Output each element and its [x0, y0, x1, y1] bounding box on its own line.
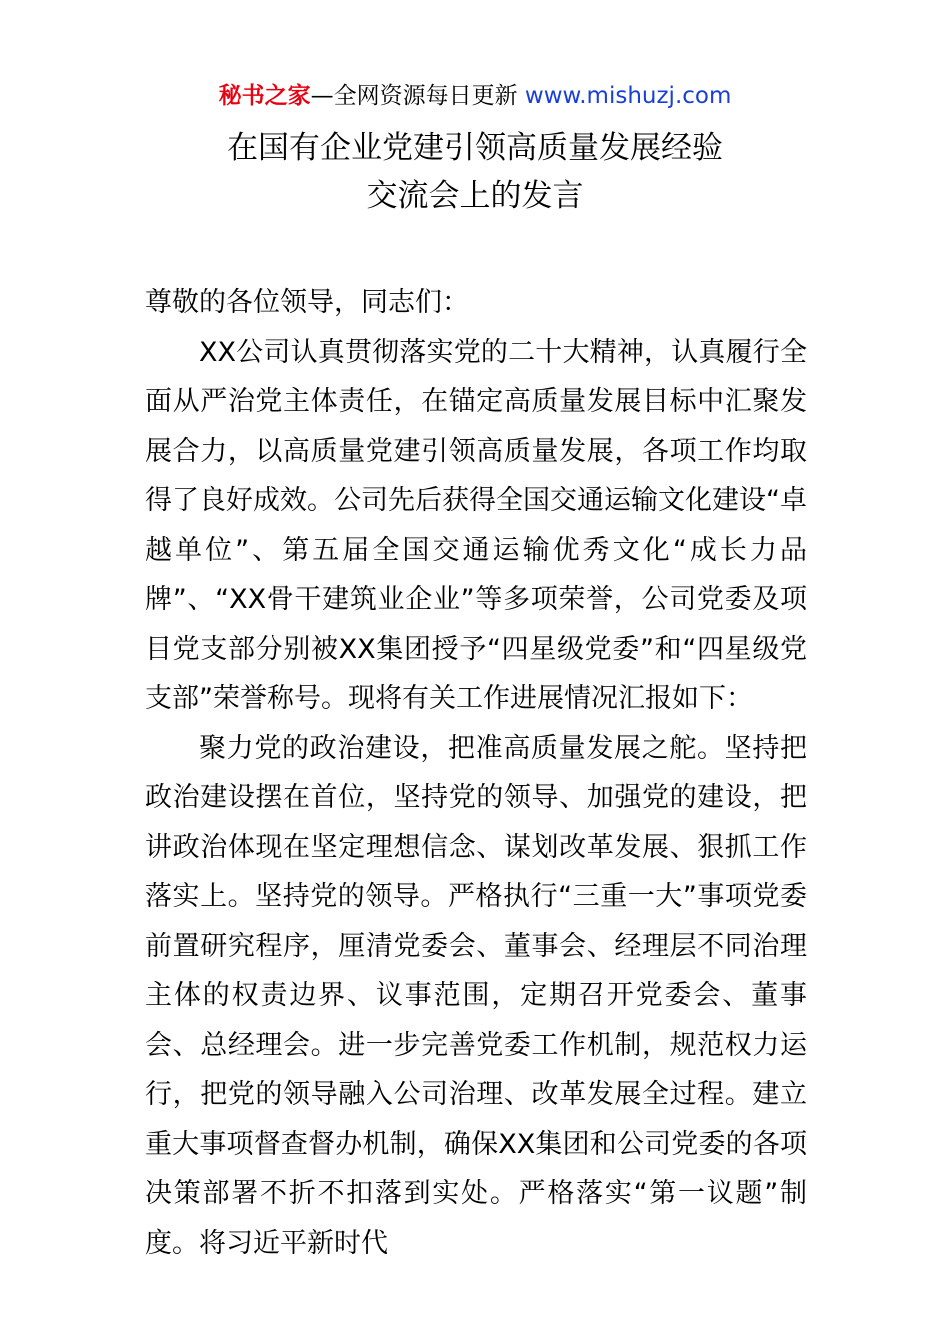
site-url-link[interactable]: www.mishuzj.com [524, 83, 732, 109]
document-title-line-2: 交流会上的发言 [366, 178, 584, 214]
paragraph-intro: XX公司认真贯彻落实党的二十大精神，认真履行全面从严治党主体责任，在锚定高质量发展目标中汇聚发展合力，以高质量党建引领高质量发展，各项工作均取得了良好成效。公司先后获得全国交通运输文化建设“卓越单位”、第五届全国交通运输优秀文化“成长力品牌”、“XX骨干建筑业企业”等多项荣誉，公司党委及项目党支部分别被XX集团授予“四星级党委”和“四星级党支部”荣誉称号。现将有关工作进展情况汇报如下： [145, 336, 807, 714]
brand-name: 秘书之家 [218, 83, 311, 109]
document-body [145, 278, 807, 1268]
document-title-line-1: 在国有企业党建引领高质量发展经验 [227, 130, 723, 166]
salutation: 尊敬的各位领导，同志们： [145, 287, 469, 318]
paragraph-political-building: 聚力党的政治建设，把准高质量发展之舵。坚持把政治建设摆在首位，坚持党的领导、加强党的建设，把讲政治体现在坚定理想信念、谋划改革发展、狠抓工作落实上。坚持党的领导。严格执行“三重一大”事项党委前置研究程序，厘清党委会、董事会、经理层不同治理主体的权责边界、议事范围，定期召开党委会、董事会、总经理会。进一步完善党委工作机制，规范权力运行，把党的领导融入公司治理、改革发展全过程。建立重大事项督查督办机制，确保XX集团和公司党委的各项决策部署不折不扣落到实处。严格落实“第一议题”制度。将习近平新时代 [145, 732, 807, 1259]
site-header [0, 80, 950, 112]
header-tagline: —全网资源每日更新 [310, 83, 525, 109]
